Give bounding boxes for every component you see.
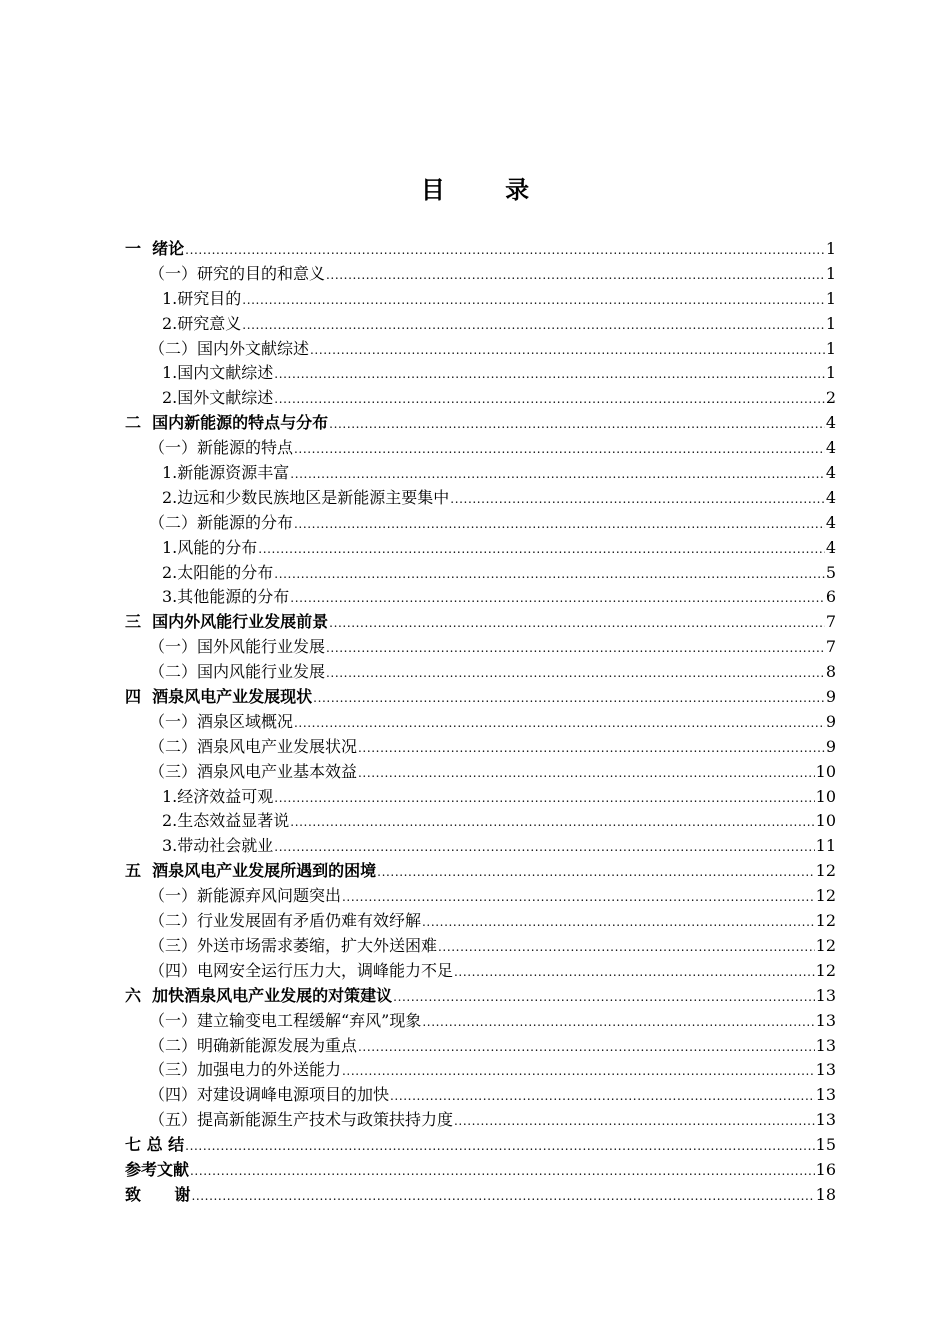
- toc-page-number: 9: [825, 736, 836, 756]
- toc-leader-dots: [274, 786, 814, 811]
- toc-page-number: 1: [825, 263, 836, 283]
- toc-entry[interactable]: [125, 536, 836, 561]
- toc-entry[interactable]: [125, 262, 836, 287]
- toc-entry[interactable]: [125, 610, 836, 635]
- toc-leader-dots: [329, 611, 825, 636]
- toc-leader-dots: [290, 586, 825, 611]
- toc-entry[interactable]: [125, 237, 836, 262]
- toc-entry-text: （一）新能源的特点: [149, 438, 294, 458]
- toc-entry[interactable]: [125, 934, 836, 959]
- toc-entry-text: （三）外送市场需求萎缩，扩大外送困难: [149, 935, 438, 955]
- toc-entry[interactable]: [125, 486, 836, 511]
- toc-page-number: 12: [815, 935, 836, 955]
- toc-entry-text: （二）明确新能源发展为重点: [149, 1035, 358, 1055]
- toc-page-number: 11: [815, 836, 836, 856]
- toc-leader-dots: [294, 512, 825, 537]
- toc-entry-text: 七 总 结: [125, 1135, 185, 1155]
- toc-leader-dots: [242, 313, 825, 338]
- toc-page-number: 4: [825, 512, 836, 532]
- toc-entry-text: （五）提高新能源生产技术与政策扶持力度: [149, 1110, 454, 1130]
- toc-page-number: 12: [815, 886, 836, 906]
- toc-leader-dots: [185, 238, 825, 263]
- toc-leader-dots: [454, 960, 815, 985]
- toc-entry[interactable]: [125, 1034, 836, 1059]
- toc-entry[interactable]: [125, 461, 836, 486]
- toc-page-number: 16: [815, 1159, 836, 1179]
- toc-page-number: 1: [825, 313, 836, 333]
- toc-leader-dots: [326, 263, 825, 288]
- toc-entry[interactable]: [125, 1108, 836, 1133]
- toc-entry-text: （一）酒泉区域概况: [149, 711, 294, 731]
- toc-leader-dots: [190, 1159, 815, 1184]
- toc-page-number: 4: [825, 413, 836, 433]
- toc-entry-text: 四 酒泉风电产业发展现状: [125, 687, 313, 707]
- toc-entry-text: （二）国内外文献综述: [149, 338, 310, 358]
- toc-page-number: 13: [815, 1110, 836, 1130]
- toc-entry-text: （一）研究的目的和意义: [149, 263, 326, 283]
- toc-entry-text: 三 国内外风能行业发展前景: [125, 612, 329, 632]
- toc-entry[interactable]: [125, 884, 836, 909]
- toc-page-number: 10: [815, 786, 836, 806]
- toc-leader-dots: [191, 1184, 814, 1209]
- toc-entry-text: （二）酒泉风电产业发展状况: [149, 736, 358, 756]
- toc-page-number: 12: [815, 960, 836, 980]
- toc-entry[interactable]: [125, 312, 836, 337]
- toc-entry-text: （三）酒泉风电产业基本效益: [149, 761, 358, 781]
- toc-entry-text: 一 绪论: [125, 239, 185, 258]
- toc-entry[interactable]: [125, 909, 836, 934]
- toc-leader-dots: [294, 711, 825, 736]
- toc-entry[interactable]: [125, 287, 836, 312]
- toc-page-number: 4: [825, 537, 836, 557]
- toc-entry-text: （一）新能源弃风问题突出: [149, 886, 342, 906]
- toc-entry-text: （二）新能源的分布: [149, 512, 294, 532]
- toc-page-number: 15: [815, 1135, 836, 1155]
- toc-entry-text: （四）对建设调峰电源项目的加快: [149, 1085, 390, 1105]
- toc-entry[interactable]: [125, 1158, 836, 1183]
- toc-page-number: 10: [815, 761, 836, 781]
- toc-page-number: 7: [825, 637, 836, 657]
- toc-page-number: 13: [815, 1060, 836, 1080]
- toc-entry-text: 2.边远和少数民族地区是新能源主要集中: [162, 487, 450, 507]
- toc-entry[interactable]: [125, 710, 836, 735]
- toc-entry-text: （二）国内风能行业发展: [149, 662, 326, 682]
- toc-entry[interactable]: [125, 785, 836, 810]
- toc-page-number: 18: [815, 1184, 836, 1204]
- toc-entry[interactable]: [125, 685, 836, 710]
- toc-entry-text: 3.其他能源的分布: [162, 587, 290, 607]
- toc-leader-dots: [438, 935, 815, 960]
- toc-entry-text: 二 国内新能源的特点与分布: [125, 413, 329, 433]
- toc-leader-dots: [258, 537, 825, 562]
- toc-entry-text: 致 谢: [125, 1184, 191, 1204]
- toc-leader-dots: [358, 761, 815, 786]
- toc-leader-dots: [326, 636, 825, 661]
- toc-entry[interactable]: [125, 386, 836, 411]
- toc-page-number: 7: [825, 612, 836, 632]
- toc-leader-dots: [454, 1109, 815, 1134]
- toc-leader-dots: [393, 985, 814, 1010]
- toc-leader-dots: [274, 362, 825, 387]
- toc-leader-dots: [310, 338, 825, 363]
- toc-leader-dots: [422, 910, 815, 935]
- toc-leader-dots: [290, 810, 814, 835]
- toc-leader-dots: [274, 562, 825, 587]
- toc-page-number: 8: [825, 662, 836, 682]
- toc-leader-dots: [274, 387, 825, 412]
- toc-entry-text: （一）建立输变电工程缓解“弃风”现象: [149, 1010, 422, 1030]
- toc-entry[interactable]: [125, 635, 836, 660]
- toc-entry[interactable]: [125, 337, 836, 362]
- toc-leader-dots: [294, 437, 825, 462]
- toc-entry[interactable]: [125, 361, 836, 386]
- toc-page-number: 5: [825, 562, 836, 582]
- toc-entry-text: 2.太阳能的分布: [162, 562, 274, 582]
- toc-entry-text: 1.风能的分布: [162, 537, 258, 557]
- toc-entry[interactable]: [125, 735, 836, 760]
- toc-page-number: 13: [815, 1085, 836, 1105]
- toc-page-number: 1: [825, 363, 836, 383]
- toc-page-number: 4: [825, 463, 836, 483]
- toc-entry-text: （三）加强电力的外送能力: [149, 1060, 342, 1080]
- toc-page-number: 12: [815, 911, 836, 931]
- toc-entry[interactable]: [125, 585, 836, 610]
- toc-entry[interactable]: [125, 859, 836, 884]
- toc-entry[interactable]: [125, 809, 836, 834]
- toc-entry[interactable]: [125, 834, 836, 859]
- toc-page-number: 4: [825, 438, 836, 458]
- toc-leader-dots: [329, 412, 825, 437]
- toc-page-number: 13: [815, 1010, 836, 1030]
- toc-entry-text: 1.经济效益可观: [162, 786, 274, 806]
- toc-entry-text: 1.国内文献综述: [162, 363, 274, 383]
- toc-leader-dots: [242, 288, 825, 313]
- toc-entry-text: 参考文献: [125, 1159, 190, 1179]
- toc-leader-dots: [313, 686, 825, 711]
- toc-entry[interactable]: [125, 660, 836, 685]
- toc-entry[interactable]: [125, 1058, 836, 1083]
- toc-entry[interactable]: [125, 561, 836, 586]
- toc-entry-text: 3.带动社会就业: [162, 836, 274, 856]
- toc-leader-dots: [185, 1134, 814, 1159]
- toc-leader-dots: [326, 661, 825, 686]
- toc-entry-text: 1.研究目的: [162, 288, 242, 308]
- toc-entry-text: （四）电网安全运行压力大，调峰能力不足: [149, 960, 454, 980]
- toc-entry[interactable]: [125, 511, 836, 536]
- toc-page-number: 6: [825, 587, 836, 607]
- toc-page-number: 13: [815, 1035, 836, 1055]
- toc-page-number: 13: [815, 985, 836, 1005]
- toc-entry[interactable]: [125, 1009, 836, 1034]
- toc-page-number: 9: [825, 687, 836, 707]
- toc-entry-text: 五 酒泉风电产业发展所遇到的困境: [125, 861, 377, 881]
- toc-leader-dots: [377, 860, 814, 885]
- toc-page-number: 4: [825, 487, 836, 507]
- toc-page-number: 1: [825, 239, 836, 258]
- toc-leader-dots: [274, 835, 814, 860]
- toc-entry-text: 1.新能源资源丰富: [162, 463, 290, 483]
- toc-leader-dots: [342, 1059, 815, 1084]
- toc-page-number: 12: [815, 861, 836, 881]
- toc-leader-dots: [358, 736, 825, 761]
- toc-entry[interactable]: [125, 959, 836, 984]
- toc-entry-text: 2.生态效益显著说: [162, 811, 290, 831]
- toc-leader-dots: [358, 1035, 815, 1060]
- toc-entry[interactable]: [125, 411, 836, 436]
- toc-entry-text: 2.研究意义: [162, 313, 242, 333]
- toc-title: 目 录: [420, 176, 556, 204]
- toc-page-number: 2: [825, 388, 836, 408]
- toc-entry[interactable]: [125, 1083, 836, 1108]
- toc-leader-dots: [342, 885, 815, 910]
- toc-page-number: 10: [815, 811, 836, 831]
- toc-entry[interactable]: [125, 1133, 836, 1158]
- toc-leader-dots: [450, 487, 825, 512]
- toc-entry[interactable]: [125, 984, 836, 1009]
- toc-entry[interactable]: [125, 1183, 836, 1208]
- toc-entry-text: 2.国外文献综述: [162, 388, 274, 408]
- toc-entry[interactable]: [125, 436, 836, 461]
- toc-entry-text: （一）国外风能行业发展: [149, 637, 326, 657]
- toc-page-number: 9: [825, 711, 836, 731]
- toc-page-number: 1: [825, 338, 836, 358]
- toc-leader-dots: [290, 462, 825, 487]
- toc-entry[interactable]: [125, 760, 836, 785]
- toc-leader-dots: [390, 1084, 815, 1109]
- toc-page-number: 1: [825, 288, 836, 308]
- toc-list: [125, 237, 836, 1208]
- toc-entry-text: 六 加快酒泉风电产业发展的对策建议: [125, 985, 393, 1005]
- toc-leader-dots: [422, 1010, 814, 1035]
- toc-entry-text: （二）行业发展固有矛盾仍难有效纾解: [149, 911, 422, 931]
